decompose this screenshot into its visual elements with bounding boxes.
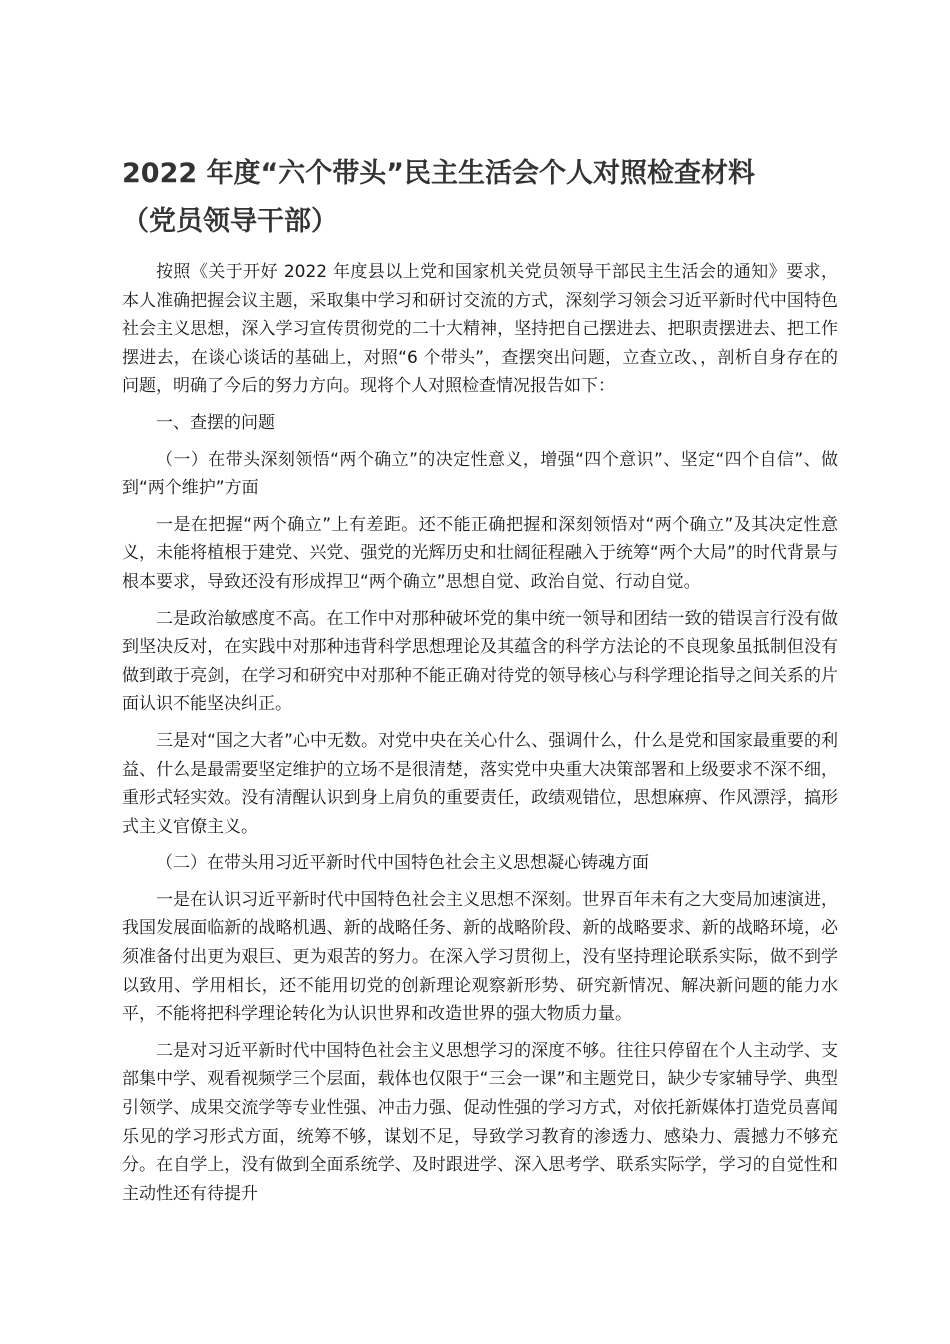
title-line-2: （党员领导干部） [122,206,338,237]
paragraph: 一是在认识习近平新时代中国特色社会主义思想不深刻。世界百年未有之大变局加速演进，我国发展面临新的战略机遇、新的战略任务、新的战略阶段、新的战略要求、新的战略环境，必须准备付出更为艰巨、更为艰苦的努力。在深入学习贯彻上，没有坚持理论联系实际，做不到学以致用、学用相长，还不能用切党的创新理论观察新形势、研究新情况、解决新问题的能力水平，不能将把科学理论转化为认识世界和改造世界的强大物质力量。 [122,889,838,1025]
paragraph: 二是对习近平新时代中国特色社会主义思想学习的深度不够。往往只停留在个人主动学、支部集中学、观看视频学三个层面，载体也仅限于“三会一课”和主题党日，缺少专家辅导学、典型引领学、成果交流学等专业性强、冲击力强、促动性强的学习方式，对依托新媒体打造党员喜闻乐见的学习形式方面，统筹不够，谋划不足，导致学习教育的渗透力、感染力、震撼力不够充分。在自学上，没有做到全面系统学、及时跟进学、深入思考学、联系实际学，学习的自觉性和主动性还有待提升 [122,1040,838,1204]
paragraph: 二是政治敏感度不高。在工作中对那种破坏党的集中统一领导和团结一致的错误言行没有做到坚决反对，在实践中对那种违背科学思想理论及其蕴含的科学方法论的不良现象虽抵制但没有做到敢于亮剑，在学习和研究中对那种不能正确对待党的领导核心与科学理论指导之间关系的片面认识不能坚决纠正。 [122,608,838,715]
title-line-1: 2022 年度“六个带头”民主生活会个人对照检查材料 [122,158,756,189]
paragraph: 三是对“国之大者”心中无数。对党中央在关心什么、强调什么，什么是党和国家最重要的利益、什么是最需要坚定维护的立场不是很清楚，落实党中央重大决策部署和上级要求不深不细，重形式轻实效。没有清醒认识到身上肩负的重要责任，政绩观错位，思想麻痹、作风漂浮，搞形式主义官僚主义。 [122,730,838,837]
section-heading-1: 一、查摆的问题 [156,412,275,433]
paragraph-intro: 按照《关于开好 2022 年度县以上党和国家机关党员领导干部民主生活会的通知》要求，本人准确把握会议主题，采取集中学习和研讨交流的方式，深刻学习领会习近平新时代中国特色社会主义思想，深入学习宣传贯彻党的二十大精神，坚持把自己摆进去、把职责摆进去、把工作摆进去，在谈心谈话的基础上，对照“6 个带头”，查摆突出问题，立查立改、，剖析自身存在的问题，明确了今后的努力方向。现将个人对照检查情况报告如下： [122,262,838,397]
paragraph: 一是在把握“两个确立”上有差距。还不能正确把握和深刻领悟对“两个确立”及其决定性意义，未能将植根于建党、兴党、强党的光辉历史和壮阔征程融入于统筹“两个大局”的时代背景与根本要求，导致还没有形成捍卫“两个确立”思想自觉、政治自觉、行动自觉。 [122,514,838,592]
document-title [122,150,842,246]
document-body [122,258,838,1216]
subsection-heading-1: （一）在带头深刻领悟“两个确立”的决定性意义，增强“四个意识”、坚定“四个自信”、做到“两个维护”方面 [122,449,838,499]
subsection-heading-2: （二）在带头用习近平新时代中国特色社会主义思想凝心铸魂方面 [156,853,649,874]
